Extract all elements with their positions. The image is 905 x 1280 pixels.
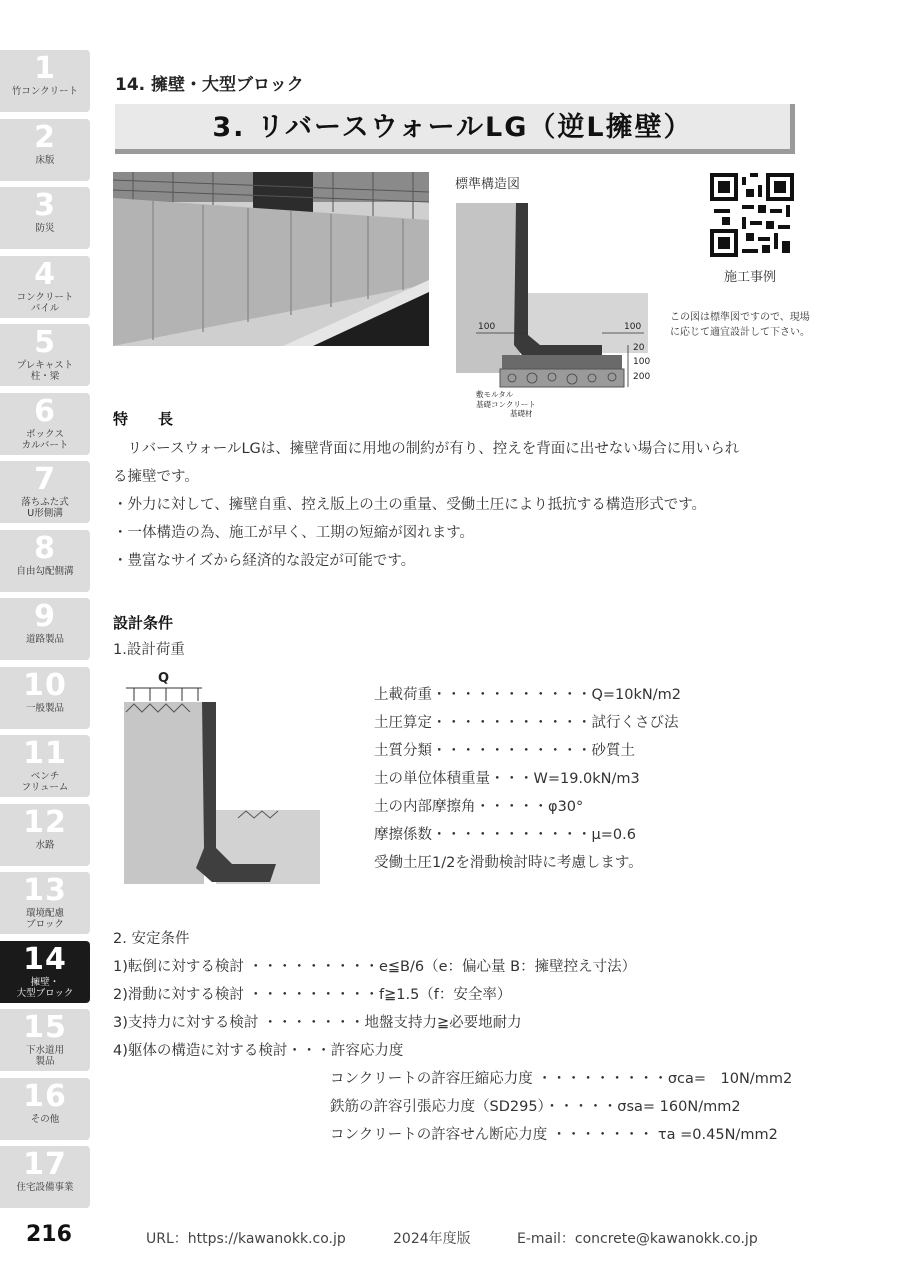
design-load-heading: 1.設計荷重 <box>113 642 185 658</box>
load-item: 土の単位体積重量・・・W=19.0kN/m3 <box>374 771 640 787</box>
feature-line: ・外力に対して、擁壁自重、控え版上の土の重量、受働土圧により抵抗する構造形式です。 <box>113 497 707 513</box>
stability-item: 4)躯体の構造に対する検討・・・許容応力度 <box>113 1043 404 1059</box>
sidebar-tab-number: 3 <box>34 188 56 223</box>
feature-line: ・一体構造の為、施工が早く、工期の短縮が図れます。 <box>113 525 475 541</box>
sidebar-tab-12[interactable] <box>0 804 90 866</box>
sidebar-tab-label: 水路 <box>35 839 55 851</box>
qr-caption: 施工事例 <box>724 270 777 285</box>
stability-list <box>113 953 636 1065</box>
layer-label: 基礎材 <box>510 409 533 417</box>
load-item: 摩擦係数・・・・・・・・・・・μ=0.6 <box>374 827 636 843</box>
design-heading: 設計条件 <box>113 614 174 632</box>
sidebar-tab-9[interactable] <box>0 598 90 660</box>
sidebar-tab-number: 1 <box>34 51 56 86</box>
sidebar-tab-7[interactable] <box>0 461 90 523</box>
sidebar-tab-4[interactable] <box>0 256 90 318</box>
sidebar-tab-14[interactable] <box>0 941 90 1003</box>
sidebar-tab-label: 一般製品 <box>25 702 64 714</box>
page-title: 3. リバースウォールLG（逆L擁壁） <box>212 112 693 143</box>
sidebar-tab-number: 12 <box>23 804 67 840</box>
footer-edition: 2024年度版 <box>393 1231 471 1247</box>
sidebar-tab-13[interactable] <box>0 872 90 934</box>
sidebar-tab-number: 2 <box>34 119 56 155</box>
allowable-stress-list <box>330 1065 792 1149</box>
dim-label: 200 <box>633 372 651 382</box>
sidebar-tab-number: 15 <box>23 1010 67 1045</box>
sidebar-tab-number: 14 <box>23 941 67 977</box>
page-title-box <box>115 104 795 154</box>
sidebar-tab-2[interactable] <box>0 119 90 181</box>
footer-url[interactable]: URL：https://kawanokk.co.jp <box>146 1231 346 1247</box>
sidebar-tab-number: 7 <box>34 462 56 497</box>
stability-item: 1)転倒に対する検討 ・・・・・・・・・e≦B/6（e：偏心量 B：擁壁控え寸法） <box>113 959 637 975</box>
stability-heading: 2. 安定条件 <box>113 931 190 947</box>
stability-item: 2)滑動に対する検討 ・・・・・・・・・f≧1.5（f：安全率） <box>113 987 512 1003</box>
sidebar-tab-number: 4 <box>34 256 56 292</box>
sidebar-tab-3[interactable] <box>0 187 90 249</box>
sidebar-tab-16[interactable] <box>0 1078 90 1140</box>
layer-label: 敷モルタル <box>476 390 514 399</box>
feature-line: ・豊富なサイズから経済的な設定が可能です。 <box>113 553 416 569</box>
dim-label: 20 <box>633 343 645 353</box>
load-item: 土の内部摩擦角・・・・・φ30° <box>374 799 584 815</box>
wall-photo <box>113 172 429 346</box>
features-heading: 特 長 <box>113 410 174 428</box>
dim-label: 100 <box>478 322 496 332</box>
sidebar-tab-17[interactable] <box>0 1146 90 1208</box>
load-item: 土質分類・・・・・・・・・・・砂質土 <box>374 743 635 759</box>
sidebar-tab-label: 環境配慮 ブロック <box>25 908 64 930</box>
sidebar-tab-label: ベンチ フリューム <box>21 771 69 793</box>
page-number: 216 <box>26 1222 72 1247</box>
sidebar-tab-15[interactable] <box>0 1009 90 1071</box>
sidebar-tab-number: 17 <box>23 1147 67 1182</box>
sidebar-tab-number: 8 <box>34 530 56 566</box>
sidebar-tab-label: プレキャスト 柱・梁 <box>16 360 74 382</box>
allowable-stress-item: コンクリートの許容せん断応力度 ・・・・・・・ τa =0.45N/mm2 <box>330 1127 778 1143</box>
load-item: 受働土圧1/2を滑動検討時に考慮します。 <box>374 855 643 871</box>
sidebar-tab-label: 竹コンクリート <box>11 86 79 97</box>
sidebar-tab-number: 5 <box>34 325 56 360</box>
features-body <box>113 435 803 575</box>
sidebar-tab-6[interactable] <box>0 393 90 455</box>
sidebar-tab-8[interactable] <box>0 530 90 592</box>
load-item: 土圧算定・・・・・・・・・・・試行くさび法 <box>374 715 679 731</box>
dim-label: 100 <box>624 322 642 332</box>
allowable-stress-item: 鉄筋の許容引張応力度（SD295）・・・・・σsa= 160N/mm2 <box>330 1099 741 1115</box>
layer-label: 基礎コンクリート <box>476 400 536 409</box>
standard-structure-drawing <box>452 195 657 417</box>
sidebar-tab-11[interactable] <box>0 735 90 797</box>
feature-line: る擁壁です。 <box>113 469 199 485</box>
dim-label: 100 <box>633 357 651 367</box>
sidebar-tab-1[interactable] <box>0 50 90 112</box>
load-item: 上載荷重・・・・・・・・・・・Q=10kN/m2 <box>374 687 681 703</box>
sidebar-tab-label: 擁壁・ 大型ブロック <box>16 976 74 999</box>
sidebar-tab-5[interactable] <box>0 324 90 386</box>
sidebar-tab-label: 防災 <box>35 223 55 234</box>
section-label: 14. 擁壁・大型ブロック <box>115 75 304 95</box>
stability-item: 3)支持力に対する検討 ・・・・・・・地盤支持力≧必要地耐力 <box>113 1015 522 1031</box>
figure-caption: 標準構造図 <box>455 177 521 192</box>
sidebar-tab-label: コンクリート パイル <box>16 291 74 314</box>
sidebar-tab-number: 16 <box>23 1078 67 1114</box>
sidebar-tab-label: 住宅設備事業 <box>16 1182 74 1193</box>
qr-code[interactable] <box>710 173 794 257</box>
sidebar-tab-number: 11 <box>23 736 67 771</box>
sidebar-tab-number: 13 <box>23 873 67 908</box>
sidebar-tab-number: 10 <box>23 667 67 703</box>
sidebar-tab-label: 道路製品 <box>25 634 64 645</box>
sidebar-tab-label: ボックス カルバート <box>21 428 69 451</box>
sidebar-tab-label: 下水道用 製品 <box>25 1045 64 1067</box>
sidebar-tab-10[interactable] <box>0 667 90 729</box>
sidebar-tab-label: 床版 <box>35 154 55 166</box>
feature-line: リバースウォールLGは、擁壁背面に用地の制約が有り、控えを背面に出せない場合に用いられ <box>113 441 740 457</box>
allowable-stress-item: コンクリートの許容圧縮応力度 ・・・・・・・・・σca= 10N/mm2 <box>330 1071 793 1087</box>
sidebar-tab-label: その他 <box>30 1113 60 1125</box>
sidebar-tab-number: 6 <box>34 393 56 429</box>
load-conditions <box>374 681 681 877</box>
footer-email[interactable]: E-mail：concrete@kawanokk.co.jp <box>517 1231 758 1247</box>
load-diagram <box>120 668 325 888</box>
sidebar-tab-number: 9 <box>34 599 56 634</box>
sidebar-tab-label: 自由勾配側溝 <box>16 565 74 577</box>
drawing-note: この図は標準図ですので、現場に応じて適宜設計して下さい。 <box>670 312 810 338</box>
sidebar-tab-label: 落ちふた式 U形側溝 <box>21 497 69 519</box>
load-q-label: Q <box>158 671 170 686</box>
